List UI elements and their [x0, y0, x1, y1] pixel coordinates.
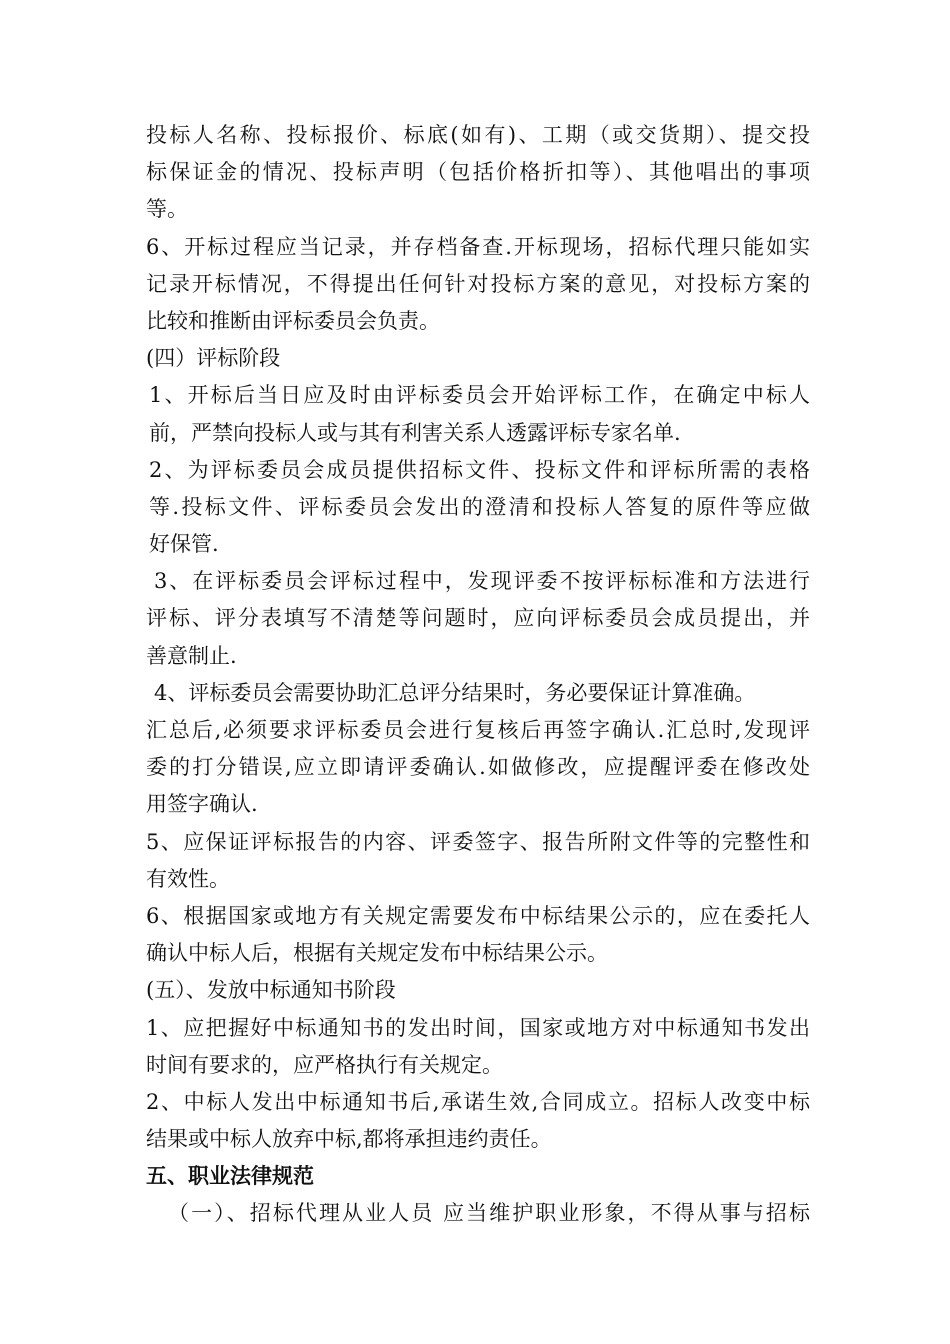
- text-line: 投标人名称、投标报价、标底(如有)、工期（或交货期）、提交投: [146, 123, 810, 147]
- text-line: 确认中标人后，根据有关规定发布中标结果公示。: [146, 941, 608, 966]
- text-line: 前，严禁向投标人或与其有利害关系人透露评标专家名单.: [149, 420, 681, 445]
- text-line: 善意制止.: [146, 643, 237, 668]
- chapter-heading: 五、职业法律规范: [146, 1164, 314, 1189]
- text-line: 有效性。: [146, 866, 230, 891]
- section-heading: (四）评标阶段: [146, 346, 281, 371]
- text-line: 3、在评标委员会评标过程中，发现评委不按评标标准和方法进行: [154, 569, 810, 594]
- text-line: 用签字确认.: [146, 792, 258, 817]
- text-line: 1、应把握好中标通知书的发出时间，国家或地方对中标通知书发出: [146, 1015, 810, 1040]
- text-line: 1、开标后当日应及时由评标委员会开始评标工作，在确定中标人: [149, 383, 810, 408]
- text-line: 6、开标过程应当记录，并存档备查.开标现场，招标代理只能如实: [146, 234, 810, 259]
- text-line: 记录开标情况，不得提出任何针对投标方案的意见，对投标方案的: [146, 271, 810, 296]
- text-line: 5、应保证评标报告的内容、评委签字、报告所附文件等的完整性和: [146, 829, 810, 854]
- text-line: 标保证金的情况、投标声明（包括价格折扣等）、其他唱出的事项: [146, 160, 810, 185]
- text-line: 评标、评分表填写不清楚等问题时，应向评标委员会成员提出，并: [146, 606, 810, 631]
- text-line: 比较和推断由评标委员会负责。: [146, 308, 440, 333]
- text-line: 时间有要求的，应严格执行有关规定。: [146, 1052, 503, 1077]
- section-heading: (五）、发放中标通知书阶段: [146, 978, 396, 1003]
- text-line: 4、评标委员会需要协助汇总评分结果时，务必要保证计算准确。: [154, 680, 756, 705]
- body-text: [146, 117, 810, 1233]
- text-line: 委的打分错误,应立即请评委确认.如做修改，应提醒评委在修改处: [146, 755, 810, 780]
- text-line: 好保管.: [149, 532, 219, 557]
- text-line: 等。: [146, 197, 188, 222]
- text-line: 2、为评标委员会成员提供招标文件、投标文件和评标所需的表格: [149, 457, 810, 482]
- text-line: 结果或中标人放弃中标,都将承担违约责任。: [146, 1127, 552, 1152]
- text-line: 2、中标人发出中标通知书后,承诺生效,合同成立。招标人改变中标: [146, 1089, 810, 1114]
- text-line: 6、根据国家或地方有关规定需要发布中标结果公示的，应在委托人: [146, 903, 810, 928]
- text-line: 汇总后,必须要求评标委员会进行复核后再签字确认.汇总时,发现评: [146, 718, 810, 742]
- text-line: 等.投标文件、评标委员会发出的澄清和投标人答复的原件等应做: [149, 494, 810, 519]
- text-line: （一）、招标代理从业人员 应当维护职业形象，不得从事与招标: [168, 1201, 810, 1226]
